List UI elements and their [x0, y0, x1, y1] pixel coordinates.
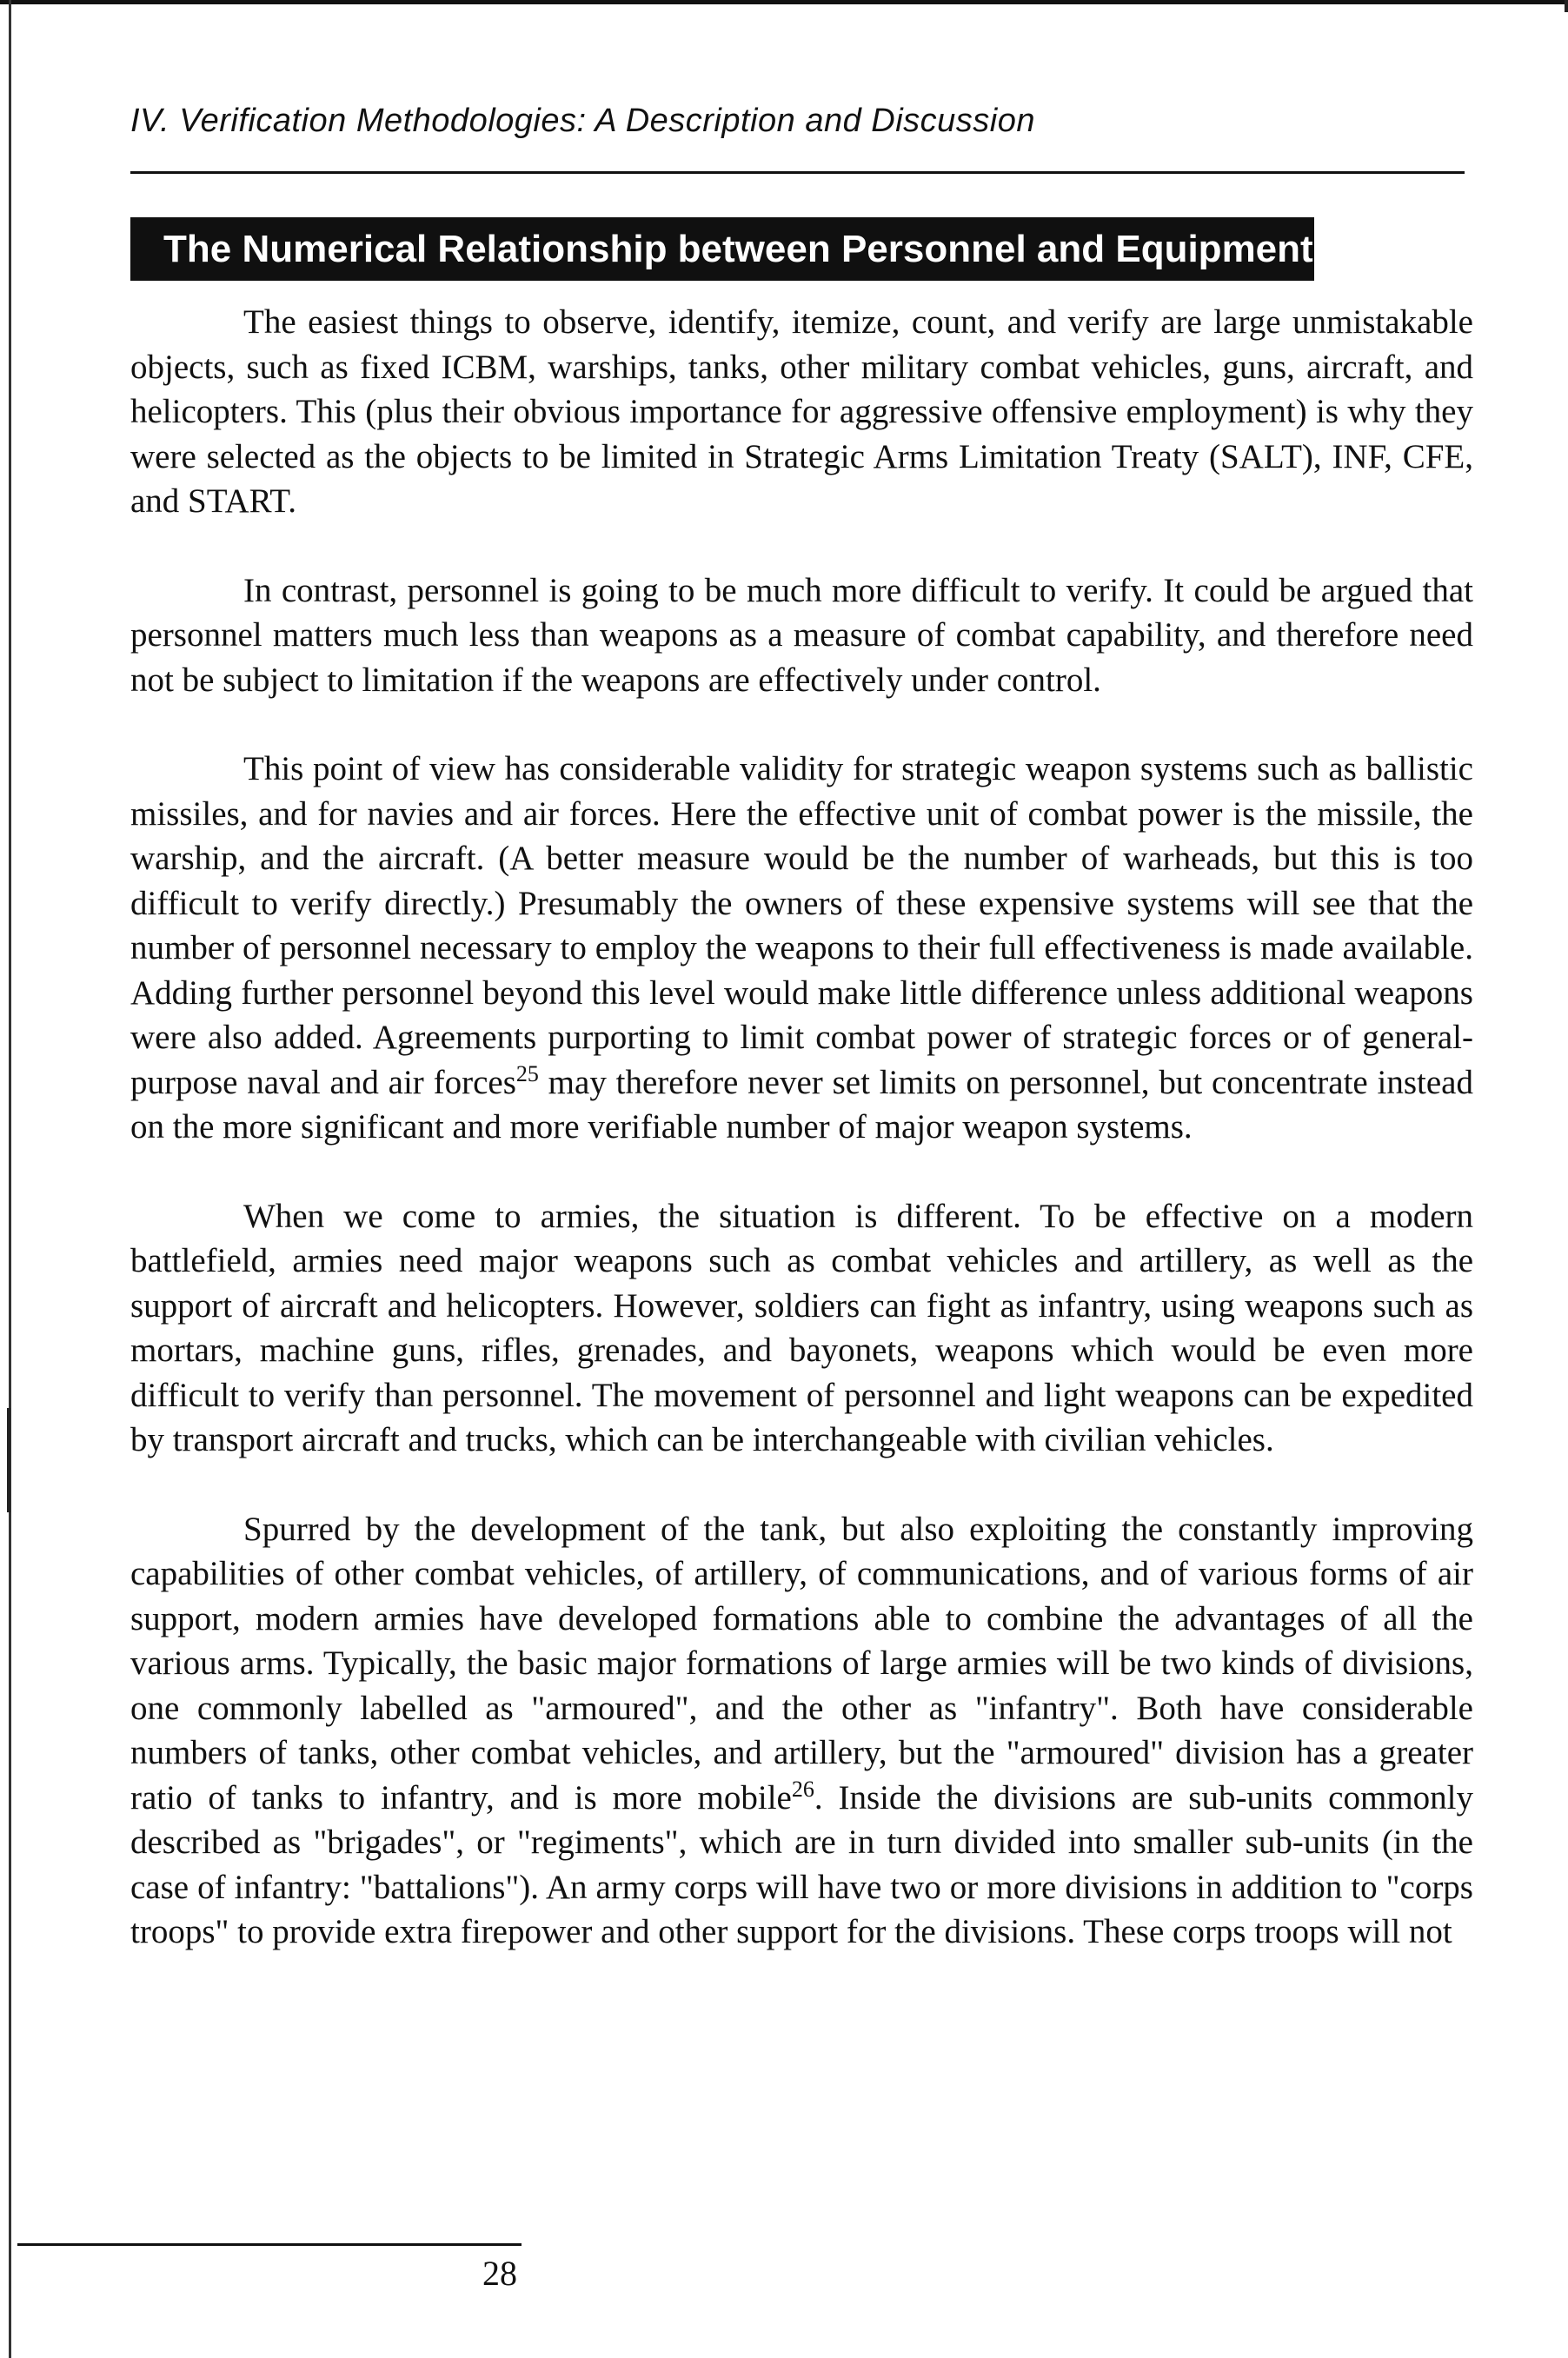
paragraph-text: Spurred by the development of the tank, but also exploiting the constantly improving capabilities of other combat vehicles, of artillery, of communications, and of various forms of air support, modern armies have developed formations able to combine the advantages of all the various arms. Typically, the basic major formations of large armies will be two kinds of divisions, one commonly labelled as "armoured", and the other as "infantry". Both have considerable numbers of tanks, other combat vehicles, and artillery, but the "armoured" division has a greater ratio of tanks to infantry, and is more mobile	[130, 1510, 1473, 1817]
section-title: The Numerical Relationship between Personnel and Equipment	[130, 217, 1314, 281]
page-edge-left	[9, 0, 11, 2358]
paragraph-text: may therefore never set limits on personnel, but concentrate instead on the more significant and more verifiable number of major weapon systems.	[130, 1063, 1473, 1146]
page-edge-top	[0, 0, 1568, 4]
header-rule	[130, 171, 1465, 174]
body-text	[130, 300, 1473, 1955]
paragraph: When we come to armies, the situation is different. To be effective on a modern battlefield, armies need major weapons such as combat vehicles and artillery, as well as the support of aircraft and helicopters. However, soldiers can fight as infantry, using weapons such as mortars, machine guns, rifles, grenades, and bayonets, weapons which would be even more difficult to verify than personnel. The movement of personnel and light weapons can be expedited by transport aircraft and trucks, which can be interchangeable with civilian vehicles.	[130, 1197, 1473, 1458]
footnote-ref[interactable]: 25	[515, 1060, 539, 1086]
paragraph: The easiest things to observe, identify, itemize, count, and verify are large unmistakable objects, such as fixed ICBM, warships, tanks, other military combat vehicles, guns, aircraft, and helicopters. This (plus their obvious importance for aggressive offensive employment) is why they were selected as the objects to be limited in Strategic Arms Limitation Treaty (SALT), INF, CFE, and START.	[130, 303, 1473, 520]
page-number: 28	[482, 2254, 517, 2293]
footer-rule	[17, 2243, 522, 2246]
paragraph-text: This point of view has considerable validity for strategic weapon systems such as ballistic missiles, and for navies and air forces. Here the effective unit of combat power is the missile, the warship, and the aircraft. (A better measure would be the number of warheads, but this is too difficult to verify directly.) Presumably the owners of these expensive systems will see that the number of personnel necessary to employ the weapons to their full effectiveness is made available. Adding further personnel beyond this level would make little difference unless additional weapons were also added. Agreements purporting to limit combat power of strategic forces or of general-purpose naval and air forces	[130, 750, 1473, 1101]
footnote-ref[interactable]: 26	[791, 1776, 814, 1802]
paragraph: In contrast, personnel is going to be much more difficult to verify. It could be argued that personnel matters much less than weapons as a measure of combat capability, and therefore need not be subject to limitation if the weapons are effectively under control.	[130, 571, 1473, 699]
paragraph	[130, 747, 1473, 1150]
paragraph-text: . Inside the divisions are sub-units commonly described as "brigades", or "regiments", which are in turn divided into smaller sub-units (in the case of infantry: "battalions"). An army corps will have two or more divisions in addition to "corps troops" to provide extra firepower and other support for the divisions. These corps troops will not	[130, 1778, 1473, 1950]
page-edge-corner	[1565, 0, 1568, 12]
paragraph	[130, 1507, 1473, 1955]
page-edge-mark	[7, 1408, 10, 1512]
running-head: IV. Verification Methodologies: A Description and Discussion	[130, 103, 1036, 139]
